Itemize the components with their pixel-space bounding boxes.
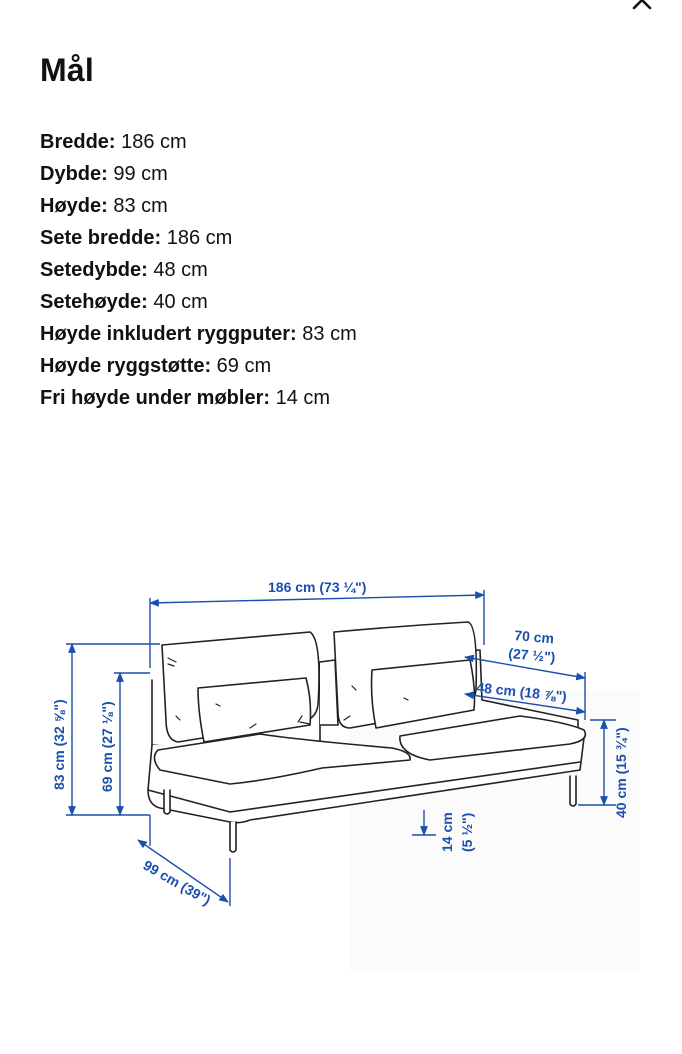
close-button[interactable] xyxy=(628,0,656,12)
spec-seat-depth: Setedybde: 48 cm xyxy=(40,259,208,281)
spec-backrest-height: Høyde ryggstøtte: 69 cm xyxy=(40,355,272,377)
leg-height-label-line1: 14 cm xyxy=(439,812,455,852)
sofa-dimension-diagram xyxy=(0,560,682,980)
dimension-spec-list xyxy=(40,126,357,414)
close-icon xyxy=(631,0,653,11)
leg-height-label-line2: (5 ½") xyxy=(459,812,475,852)
seat-height-label: 40 cm (15 ¾") xyxy=(613,727,629,818)
spec-width: Bredde: 186 cm xyxy=(40,131,187,153)
back-depth-label-line1: 70 cm xyxy=(513,627,555,647)
width-dimension-label: 186 cm (73 ¼") xyxy=(268,579,367,595)
spec-height: Høyde: 83 cm xyxy=(40,195,168,217)
spec-depth: Dybde: 99 cm xyxy=(40,163,168,185)
spec-seat-height: Setehøyde: 40 cm xyxy=(40,291,208,313)
spec-seat-width: Sete bredde: 186 cm xyxy=(40,227,233,249)
depth-dimension-label: 99 cm (39") xyxy=(140,856,214,909)
spec-height-incl-cushions: Høyde inkludert ryggputer: 83 cm xyxy=(40,323,357,345)
total-height-label: 83 cm (32 ⅝") xyxy=(51,699,67,790)
backrest-height-label: 69 cm (27 ⅛") xyxy=(99,701,115,792)
spec-floor-clearance: Fri høyde under møbler: 14 cm xyxy=(40,387,331,409)
seat-depth-label: 48 cm (18 ⅞") xyxy=(475,679,568,705)
back-depth-label-line2: (27 ½") xyxy=(507,645,557,666)
page-title: Mål xyxy=(40,52,94,88)
